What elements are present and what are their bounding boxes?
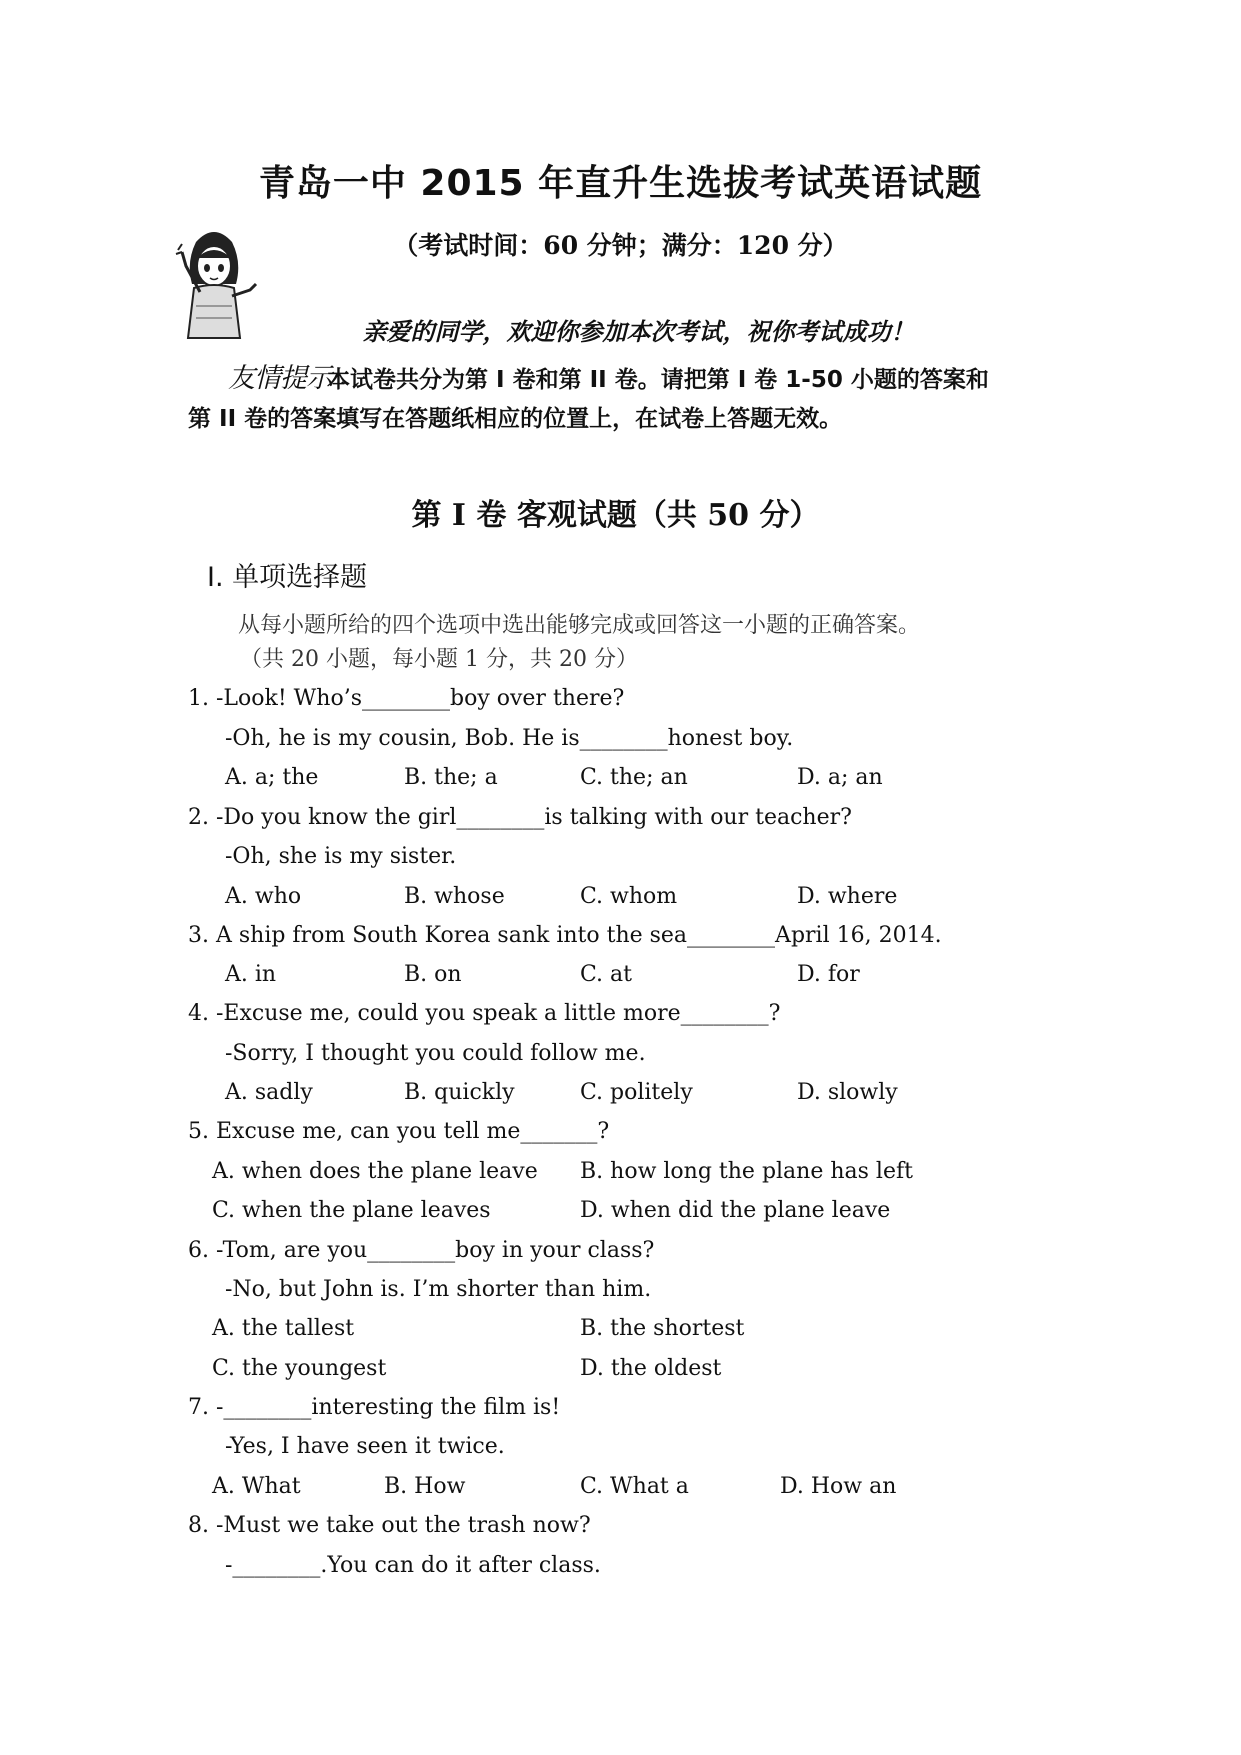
- question-5-option-c[interactable]: C. when the plane leaves: [212, 1198, 491, 1223]
- question-4-option-c[interactable]: C. politely: [580, 1080, 693, 1105]
- question-6-option-b[interactable]: B. the shortest: [580, 1316, 745, 1341]
- question-4-stem: 4. -Excuse me, could you speak a little more________?: [188, 1001, 781, 1026]
- instructions-line-1: 本试卷共分为第 I 卷和第 II 卷。请把第 I 卷 1-50 小题的答案和: [327, 367, 989, 393]
- question-2-option-b[interactable]: B. whose: [404, 884, 505, 909]
- question-3-option-d[interactable]: D. for: [797, 962, 860, 987]
- question-6-stem: 6. -Tom, are you________boy in your class?: [188, 1238, 655, 1263]
- question-6-response: -No, but John is. I’m shorter than him.: [225, 1277, 652, 1302]
- question-4-response: -Sorry, I thought you could follow me.: [225, 1041, 646, 1066]
- question-5-stem: 5. Excuse me, can you tell me_______?: [188, 1119, 610, 1144]
- exam-subtitle: （考试时间：60 分钟；满分：120 分）: [393, 231, 848, 260]
- question-4-option-a[interactable]: A. sadly: [225, 1080, 313, 1105]
- question-1-response: -Oh, he is my cousin, Bob. He is________honest boy.: [225, 726, 794, 751]
- part-title: I. 单项选择题: [207, 562, 368, 593]
- part-instruction-1: 从每小题所给的四个选项中选出能够完成或回答这一小题的正确答案。: [238, 613, 921, 638]
- question-5-option-d[interactable]: D. when did the plane leave: [580, 1198, 891, 1223]
- question-5-option-a[interactable]: A. when does the plane leave: [212, 1159, 538, 1184]
- exam-title: 青岛一中 2015 年直升生选拔考试英语试题: [258, 163, 983, 204]
- section-title: 第 I 卷 客观试题（共 50 分）: [411, 498, 820, 533]
- question-7-stem: 7. -________interesting the film is!: [188, 1395, 561, 1420]
- question-3-stem: 3. A ship from South Korea sank into the sea________April 16, 2014.: [188, 923, 942, 948]
- question-7-option-d[interactable]: D. How an: [780, 1474, 897, 1499]
- question-1-option-c[interactable]: C. the; an: [580, 765, 688, 790]
- question-2-option-c[interactable]: C. whom: [580, 884, 678, 909]
- question-5-option-b[interactable]: B. how long the plane has left: [580, 1159, 913, 1184]
- question-2-option-a[interactable]: A. who: [225, 884, 302, 909]
- question-1-option-a[interactable]: A. a; the: [225, 765, 319, 790]
- part-instruction-2: （共 20 小题，每小题 1 分，共 20 分）: [240, 647, 638, 672]
- tip-label: 友情提示: [228, 363, 332, 394]
- question-3-option-a[interactable]: A. in: [225, 962, 277, 987]
- question-7-option-b[interactable]: B. How: [384, 1474, 466, 1499]
- question-8-response: -________.You can do it after class.: [225, 1553, 601, 1578]
- question-1-stem: 1. -Look! Who’s________boy over there?: [188, 686, 625, 711]
- question-6-option-d[interactable]: D. the oldest: [580, 1356, 722, 1381]
- question-7-option-a[interactable]: A. What: [212, 1474, 301, 1499]
- question-4-option-b[interactable]: B. quickly: [404, 1080, 515, 1105]
- question-2-stem: 2. -Do you know the girl________is talking with our teacher?: [188, 805, 852, 830]
- question-1-option-b[interactable]: B. the; a: [404, 765, 498, 790]
- question-6-option-a[interactable]: A. the tallest: [212, 1316, 355, 1341]
- instructions-line-2: 第 II 卷的答案填写在答题纸相应的位置上，在试卷上答题无效。: [188, 406, 843, 432]
- question-3-option-c[interactable]: C. at: [580, 962, 632, 987]
- question-1-option-d[interactable]: D. a; an: [797, 765, 883, 790]
- question-8-stem: 8. -Must we take out the trash now?: [188, 1513, 591, 1538]
- question-2-response: -Oh, she is my sister.: [225, 844, 457, 869]
- question-3-option-b[interactable]: B. on: [404, 962, 462, 987]
- question-2-option-d[interactable]: D. where: [797, 884, 898, 909]
- question-6-option-c[interactable]: C. the youngest: [212, 1356, 387, 1381]
- greeting-text: 亲爱的同学，欢迎你参加本次考试，祝你考试成功！: [362, 318, 915, 346]
- question-7-response: -Yes, I have seen it twice.: [225, 1434, 505, 1459]
- question-4-option-d[interactable]: D. slowly: [797, 1080, 898, 1105]
- question-7-option-c[interactable]: C. What a: [580, 1474, 689, 1499]
